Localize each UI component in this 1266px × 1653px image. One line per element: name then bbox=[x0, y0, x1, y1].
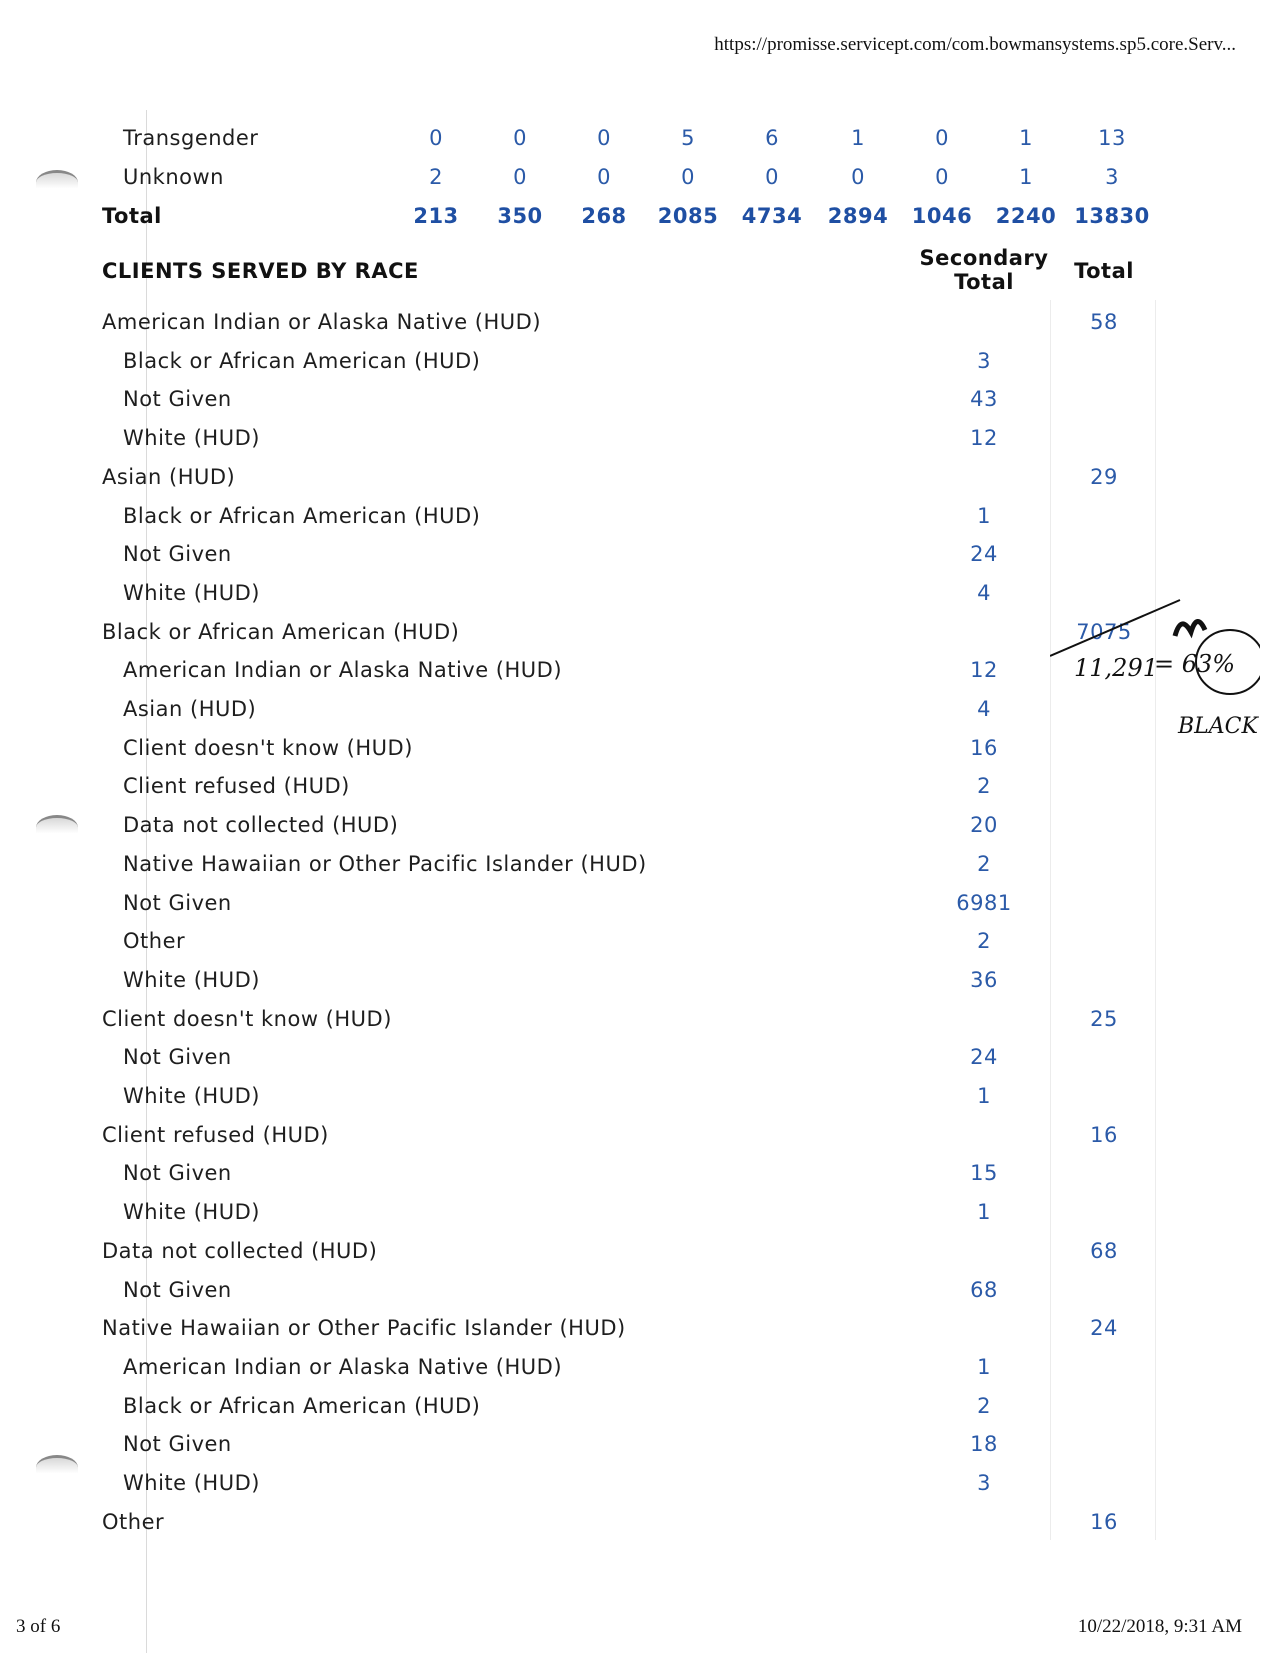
race-subrow bbox=[0, 1194, 1266, 1232]
total-cell: 213 bbox=[413, 204, 459, 228]
row-label: Other bbox=[102, 1509, 165, 1534]
race-subrow bbox=[0, 962, 1266, 1000]
secondary-total-cell: 3 bbox=[977, 348, 991, 373]
race-group-row bbox=[0, 1001, 1266, 1039]
row-label: White (HUD) bbox=[123, 580, 260, 605]
col-header-total: Total bbox=[1074, 259, 1134, 283]
race-subrow bbox=[0, 1465, 1266, 1503]
total-cell: 24 bbox=[1090, 1316, 1118, 1341]
race-subrow bbox=[0, 1349, 1266, 1387]
row-label: Black or African American (HUD) bbox=[123, 348, 481, 373]
section-title: CLIENTS SERVED BY RACE bbox=[102, 259, 419, 283]
secondary-total-cell: 24 bbox=[970, 1045, 998, 1070]
race-group-row bbox=[0, 1117, 1266, 1155]
total-cell: 25 bbox=[1090, 1006, 1118, 1031]
row-label: White (HUD) bbox=[123, 1471, 260, 1495]
secondary-total-cell: 4 bbox=[977, 697, 991, 721]
secondary-total-cell: 20 bbox=[970, 813, 998, 838]
race-subrow bbox=[0, 768, 1266, 806]
total-cell: 2085 bbox=[657, 204, 719, 228]
total-label: Total bbox=[102, 204, 162, 228]
race-subrow bbox=[0, 1272, 1266, 1310]
total-cell: 13830 bbox=[1074, 204, 1150, 228]
race-group-row bbox=[0, 1310, 1266, 1348]
race-subrow bbox=[0, 846, 1266, 884]
secondary-total-cell: 15 bbox=[970, 1161, 998, 1186]
cell: 5 bbox=[681, 126, 695, 150]
annotation-denominator: 11,291 bbox=[1074, 654, 1158, 682]
secondary-total-cell: 1 bbox=[977, 1200, 991, 1225]
gender-row-unknown bbox=[0, 159, 1266, 197]
row-label: Client doesn't know (HUD) bbox=[123, 735, 413, 760]
secondary-total-cell: 2 bbox=[977, 1393, 991, 1418]
row-label: American Indian or Alaska Native (HUD) bbox=[123, 1354, 563, 1379]
secondary-total-cell: 3 bbox=[977, 1471, 991, 1495]
row-label: Not Given bbox=[123, 1277, 232, 1302]
row-label: Client refused (HUD) bbox=[123, 774, 350, 799]
race-group-row bbox=[0, 459, 1266, 497]
total-cell: 4734 bbox=[741, 204, 803, 228]
row-label: Not Given bbox=[123, 1161, 232, 1186]
race-subrow bbox=[0, 498, 1266, 536]
row-label: White (HUD) bbox=[123, 426, 260, 451]
page-url: https://promisse.servicept.com/com.bowmansystems.sp5.core.Serv... bbox=[714, 34, 1236, 55]
annotation-label: BLACK bbox=[1178, 714, 1258, 739]
secondary-total-cell: 16 bbox=[970, 735, 998, 760]
cell: 0 bbox=[513, 126, 527, 150]
annotation-percent: = 63% bbox=[1154, 650, 1236, 678]
cell: 1 bbox=[851, 126, 865, 150]
race-subrow bbox=[0, 885, 1266, 923]
col-header-secondary-line2: Total bbox=[954, 270, 1014, 294]
total-cell: 29 bbox=[1090, 464, 1118, 489]
secondary-total-cell: 4 bbox=[977, 580, 991, 605]
secondary-total-cell: 68 bbox=[970, 1277, 998, 1302]
cell: 6 bbox=[765, 126, 779, 150]
race-subrow bbox=[0, 1039, 1266, 1077]
total-cell: 2240 bbox=[995, 204, 1057, 228]
col-header-secondary-line1: Secondary bbox=[919, 246, 1049, 270]
row-label: Native Hawaiian or Other Pacific Islander (HUD) bbox=[102, 1316, 626, 1341]
gender-total-row bbox=[0, 198, 1266, 236]
row-label: Client refused (HUD) bbox=[102, 1122, 329, 1147]
race-subrow bbox=[0, 1078, 1266, 1116]
total-cell: 16 bbox=[1090, 1122, 1118, 1147]
secondary-total-cell: 1 bbox=[977, 503, 991, 528]
cell: 0 bbox=[935, 165, 949, 189]
cell: 0 bbox=[429, 126, 443, 150]
row-label: Black or African American (HUD) bbox=[123, 503, 481, 528]
total-cell: 7075 bbox=[1076, 619, 1132, 644]
secondary-total-cell: 2 bbox=[977, 929, 991, 954]
cell: 3 bbox=[1105, 165, 1119, 189]
cell: 2 bbox=[429, 165, 443, 189]
row-label: Transgender bbox=[123, 126, 259, 150]
secondary-total-cell: 24 bbox=[970, 542, 998, 567]
race-group-row bbox=[0, 1504, 1266, 1542]
total-cell: 2894 bbox=[827, 204, 889, 228]
total-cell: 1046 bbox=[911, 204, 973, 228]
gender-row-transgender bbox=[0, 120, 1266, 158]
cell: 0 bbox=[597, 165, 611, 189]
row-label: Asian (HUD) bbox=[123, 697, 257, 721]
race-group-row bbox=[0, 1233, 1266, 1271]
row-label: Data not collected (HUD) bbox=[102, 1238, 378, 1263]
row-label: American Indian or Alaska Native (HUD) bbox=[102, 310, 542, 334]
race-subrow bbox=[0, 420, 1266, 458]
secondary-total-cell: 6981 bbox=[956, 890, 1012, 915]
cell: 0 bbox=[597, 126, 611, 150]
row-label: Other bbox=[123, 929, 186, 954]
total-cell: 268 bbox=[581, 204, 627, 228]
secondary-total-cell: 1 bbox=[977, 1354, 991, 1379]
race-subrow bbox=[0, 343, 1266, 381]
page-number: 3 of 6 bbox=[16, 1616, 61, 1637]
row-label: Black or African American (HUD) bbox=[102, 619, 460, 644]
race-subrow bbox=[0, 923, 1266, 961]
cell: 0 bbox=[935, 126, 949, 150]
secondary-total-cell: 1 bbox=[977, 1084, 991, 1108]
race-subrow bbox=[0, 1155, 1266, 1193]
row-label: White (HUD) bbox=[123, 967, 260, 992]
secondary-total-cell: 43 bbox=[970, 387, 998, 412]
secondary-total-cell: 36 bbox=[970, 967, 998, 992]
race-subrow bbox=[0, 381, 1266, 419]
total-cell: 58 bbox=[1090, 310, 1118, 334]
row-label: Asian (HUD) bbox=[102, 464, 236, 489]
total-cell: 68 bbox=[1090, 1238, 1118, 1263]
race-subrow bbox=[0, 1426, 1266, 1464]
secondary-total-cell: 2 bbox=[977, 851, 991, 876]
row-label: Not Given bbox=[123, 1432, 232, 1457]
cell: 0 bbox=[851, 165, 865, 189]
race-subrow bbox=[0, 807, 1266, 845]
cell: 0 bbox=[513, 165, 527, 189]
secondary-total-cell: 18 bbox=[970, 1432, 998, 1457]
race-subrow bbox=[0, 536, 1266, 574]
race-group-row bbox=[0, 304, 1266, 342]
secondary-total-cell: 12 bbox=[970, 658, 998, 683]
cell: 1 bbox=[1019, 126, 1033, 150]
total-cell: 350 bbox=[497, 204, 543, 228]
total-cell: 16 bbox=[1090, 1509, 1118, 1534]
print-timestamp: 10/22/2018, 9:31 AM bbox=[1077, 1616, 1242, 1637]
secondary-total-cell: 12 bbox=[970, 426, 998, 451]
row-label: American Indian or Alaska Native (HUD) bbox=[123, 658, 563, 683]
cell: 0 bbox=[765, 165, 779, 189]
row-label: Client doesn't know (HUD) bbox=[102, 1006, 392, 1031]
cell: 1 bbox=[1019, 165, 1033, 189]
row-label: Native Hawaiian or Other Pacific Islander (HUD) bbox=[123, 851, 647, 876]
row-label: Not Given bbox=[123, 387, 232, 412]
row-label: Not Given bbox=[123, 1045, 232, 1070]
row-label: Black or African American (HUD) bbox=[123, 1393, 481, 1418]
row-label: Data not collected (HUD) bbox=[123, 813, 399, 838]
row-label: Not Given bbox=[123, 890, 232, 915]
row-label: White (HUD) bbox=[123, 1084, 260, 1108]
secondary-total-cell: 2 bbox=[977, 774, 991, 799]
cell: 0 bbox=[681, 165, 695, 189]
row-label: Not Given bbox=[123, 542, 232, 567]
row-label: White (HUD) bbox=[123, 1200, 260, 1225]
race-subrow bbox=[0, 1388, 1266, 1426]
cell: 13 bbox=[1098, 126, 1126, 150]
row-label: Unknown bbox=[123, 165, 224, 189]
col-header-secondary bbox=[904, 246, 1064, 294]
